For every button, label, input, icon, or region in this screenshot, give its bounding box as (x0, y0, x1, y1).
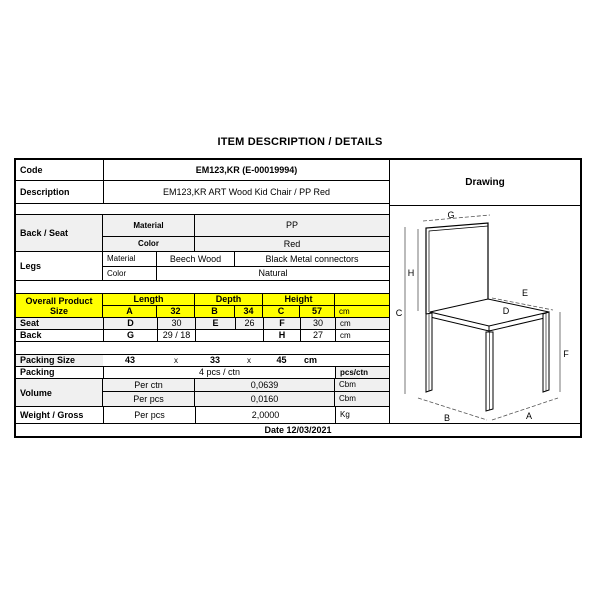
per-pcs-value: 0,0160 (194, 392, 334, 406)
details-pane (16, 160, 390, 423)
per-ctn-label: Per ctn (103, 379, 194, 391)
dim-label-c: C (395, 308, 403, 318)
dim-d-value: 30 (157, 318, 195, 329)
back-seat-material-value: PP (194, 215, 389, 236)
size-header-blank (334, 294, 389, 305)
spacer-row (16, 204, 389, 215)
packing-size-x1: x (174, 355, 178, 365)
dim-label-g: G (447, 210, 455, 220)
dim-line-g (423, 215, 490, 221)
overall-size-label-line2: Size (49, 305, 68, 316)
chair-drawing (390, 206, 580, 423)
dim-label-b: B (443, 413, 451, 423)
legs-section (16, 252, 389, 281)
chair-backrest (426, 223, 488, 314)
dim-c-key: C (262, 306, 299, 317)
legs-color-value: Natural (156, 267, 389, 280)
drawing-pane (390, 160, 580, 423)
volume-section (16, 379, 389, 407)
date-row (16, 423, 580, 436)
seat-row-label: Seat (16, 318, 103, 329)
weight-row (16, 407, 389, 423)
dim-d-key: D (103, 318, 157, 329)
drawing-title: Drawing (390, 160, 580, 206)
overall-size-header-section (16, 294, 389, 318)
weight-unit: Kg (335, 407, 389, 423)
page-title: ITEM DESCRIPTION / DETAILS (217, 136, 383, 148)
code-label: Code (20, 164, 43, 175)
packing-label: Packing (20, 367, 55, 377)
date-value: Date 12/03/2021 (264, 425, 332, 435)
legs-material-label: Material (107, 254, 136, 263)
overall-size-label-line1: Overall Product (25, 295, 93, 306)
packing-size-d3: 45 (276, 355, 287, 365)
chair-seat (430, 299, 549, 326)
dim-a-value: 32 (156, 306, 194, 317)
packing-size-x2: x (247, 355, 251, 365)
code-row (16, 160, 389, 181)
overall-unit: cm (334, 306, 389, 317)
dim-b-value: 34 (234, 306, 262, 317)
overall-size-label (16, 294, 103, 317)
legs-color-row (103, 267, 389, 280)
overall-size-values-row (103, 306, 389, 317)
drawing-area (390, 206, 580, 423)
dim-h-value: 27 (300, 330, 335, 341)
dim-label-d: D (502, 306, 510, 316)
legs-material-wood: Beech Wood (156, 252, 234, 266)
per-pcs-unit: Cbm (334, 392, 389, 406)
description-label: Description (20, 186, 70, 197)
dim-h-key: H (263, 330, 300, 341)
legs-material-row (103, 252, 389, 267)
back-unit: cm (335, 330, 389, 341)
dim-a-key: A (103, 306, 156, 317)
seat-size-row (16, 318, 389, 330)
dim-c-value: 57 (299, 306, 334, 317)
dim-f-key: F (263, 318, 300, 329)
back-seat-color-label: Color (103, 237, 194, 251)
packing-size-unit: cm (304, 355, 318, 365)
dim-b-key: B (194, 306, 234, 317)
back-depth-blank (195, 330, 263, 341)
back-seat-color-row (103, 237, 389, 251)
dim-f-value: 30 (300, 318, 335, 329)
dim-e-key: E (195, 318, 235, 329)
length-header: Length (103, 294, 194, 305)
volume-per-pcs-row (103, 392, 389, 406)
packing-size-row (16, 355, 389, 367)
dim-g-key: G (103, 330, 157, 341)
spec-table-body (16, 160, 580, 423)
packing-unit: pcs/ctn (335, 367, 389, 378)
back-seat-material-label: Material (103, 215, 194, 236)
back-seat-material-row (103, 215, 389, 237)
packing-size-blank (335, 355, 389, 366)
description-value: EM123,KR ART Wood Kid Chair / PP Red (103, 181, 389, 203)
spacer-row (16, 281, 389, 294)
dim-e-value: 26 (235, 318, 263, 329)
weight-value: 2,0000 (195, 407, 335, 423)
dim-label-a: A (525, 411, 533, 421)
dim-label-f: F (563, 349, 569, 359)
description-row (16, 181, 389, 204)
volume-label: Volume (16, 379, 103, 406)
dim-g-value: 29 / 18 (157, 330, 195, 341)
dim-label-h: H (407, 268, 415, 278)
weight-label: Weight / Gross (20, 409, 84, 420)
packing-size-d2: 33 (209, 355, 220, 365)
back-seat-section (16, 215, 389, 252)
spacer-row (16, 342, 389, 355)
back-size-row (16, 330, 389, 342)
legs-label: Legs (16, 252, 103, 280)
per-pcs-label: Per pcs (103, 392, 194, 406)
back-row-label: Back (20, 330, 42, 340)
legs-color-label: Color (107, 268, 127, 278)
back-seat-color-value: Red (194, 237, 389, 251)
back-seat-label: Back / Seat (16, 215, 103, 251)
depth-header: Depth (194, 294, 262, 305)
height-header: Height (262, 294, 334, 305)
legs-material-metal: Black Metal connectors (234, 252, 389, 266)
dim-label-e: E (521, 288, 529, 298)
per-ctn-unit: Cbm (334, 379, 389, 391)
packing-size-label: Packing Size (16, 355, 103, 366)
spec-table (14, 158, 582, 438)
volume-per-ctn-row (103, 379, 389, 392)
packing-value: 4 pcs / ctn (103, 367, 335, 378)
dim-line-b (418, 398, 487, 420)
size-group-header-row (103, 294, 389, 306)
code-value: EM123,KR (E-00019994) (103, 160, 389, 180)
weight-per-label: Per pcs (103, 407, 195, 423)
packing-row (16, 367, 389, 379)
packing-size-d1: 43 (124, 355, 135, 365)
seat-unit: cm (335, 318, 389, 329)
chair-backrest-inner (429, 226, 488, 312)
per-ctn-value: 0,0639 (194, 379, 334, 391)
